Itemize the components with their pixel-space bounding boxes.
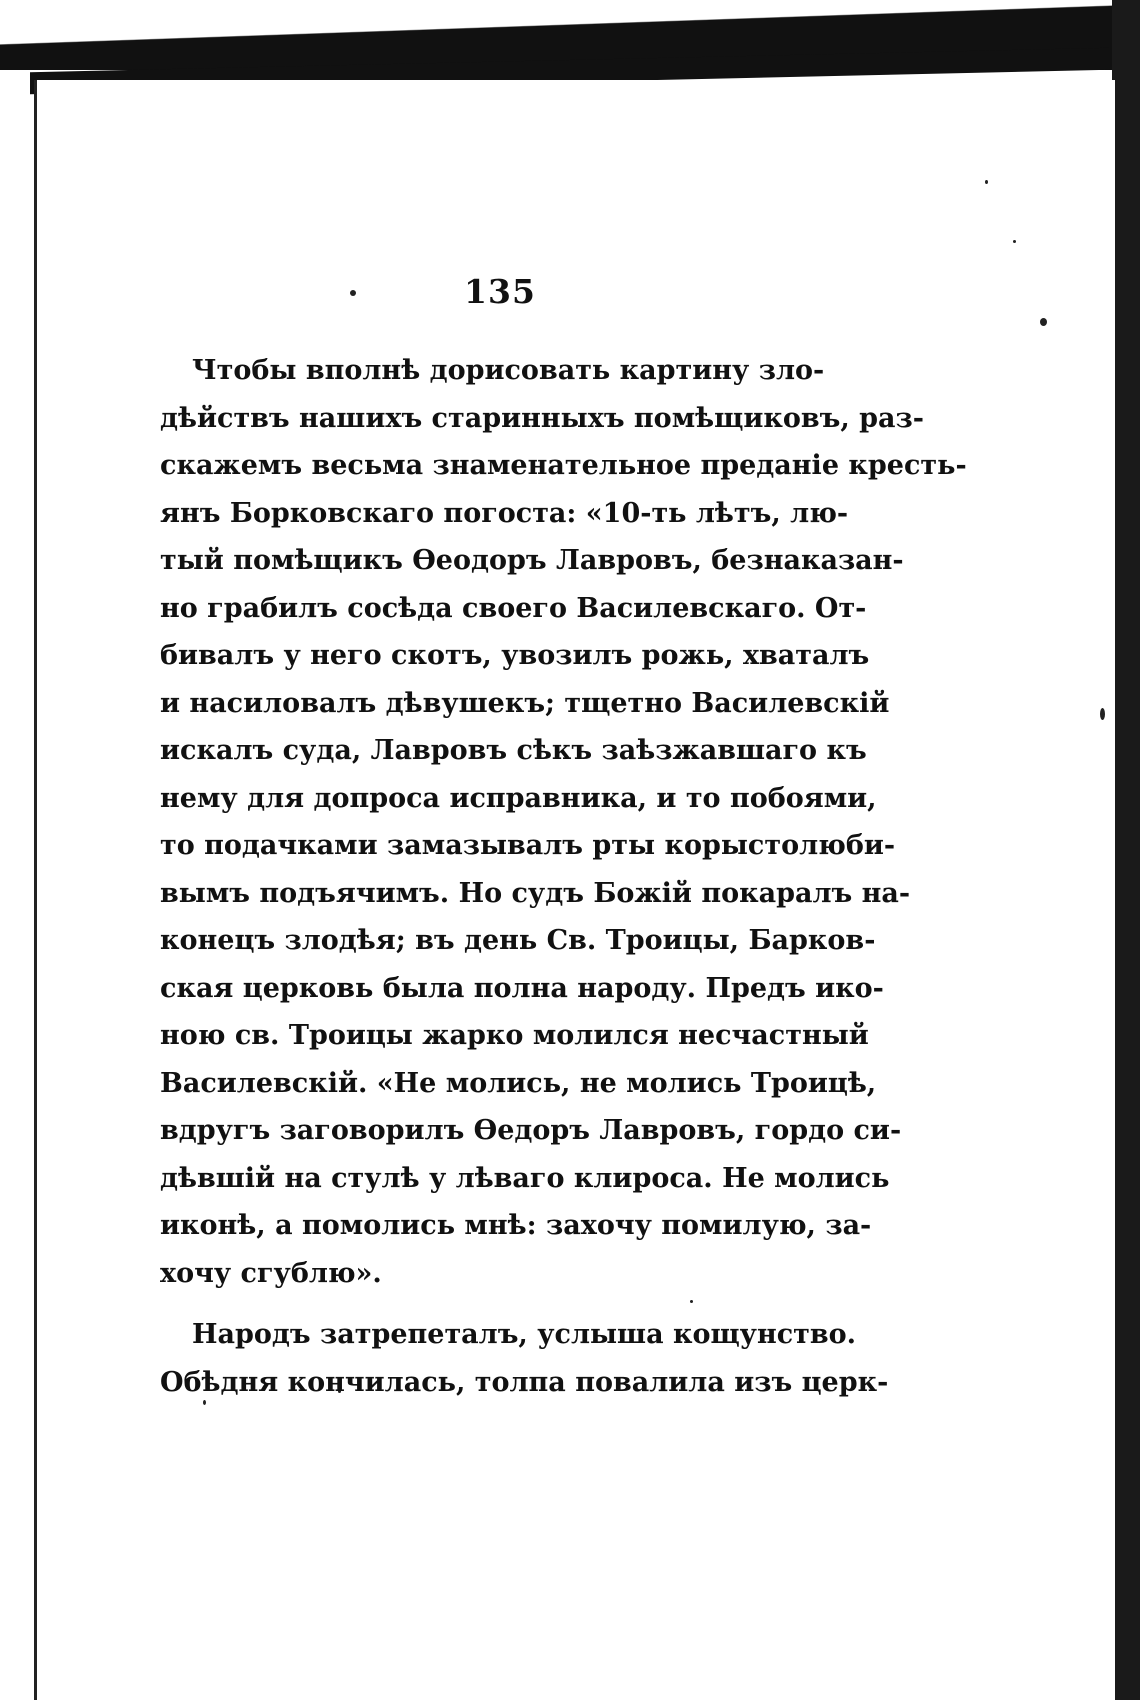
text-line: янъ Борковскаго погоста: «10-ть лѣтъ, лю- bbox=[160, 497, 849, 529]
scan-speck bbox=[1100, 708, 1105, 720]
text-line: то подачками замазывалъ рты корыстолюби- bbox=[160, 830, 896, 861]
text-line: Василевскій. «Не молись, не молись Троицѣ, bbox=[160, 1067, 877, 1099]
text-line: Обѣдня кончилась, толпа повалила изъ церк- bbox=[160, 1366, 889, 1398]
scan-speck bbox=[1013, 240, 1016, 243]
text-line: хочу сгублю». bbox=[160, 1257, 382, 1289]
text-line: ною св. Троицы жарко молился несчастный bbox=[160, 1020, 869, 1051]
scan-speck bbox=[985, 180, 988, 184]
scan-speck bbox=[1040, 318, 1047, 326]
paragraph-1 bbox=[160, 347, 967, 1297]
text-line: иконѣ, а помолись мнѣ: захочу помилую, за- bbox=[160, 1210, 872, 1241]
text-line: конецъ злодѣя; въ день Св. Троицы, Барков- bbox=[160, 925, 876, 956]
text-line: вдругъ заговорилъ Ѳедоръ Лавровъ, гордо си- bbox=[160, 1115, 902, 1146]
text-line: Народъ затрепеталъ, услыша кощунство. bbox=[192, 1319, 857, 1350]
text-line: Чтобы вполнѣ дорисовать картину зло- bbox=[192, 355, 825, 386]
text-line: но грабилъ сосѣда своего Василевскаго. От- bbox=[160, 592, 867, 624]
text-line: бивалъ у него скотъ, увозилъ рожь, хваталъ bbox=[160, 640, 870, 671]
text-line: ская церковь была полна народу. Предъ ико- bbox=[160, 972, 884, 1004]
text-line: нему для допроса исправника, и то побоями, bbox=[160, 782, 877, 814]
page-number: 135 bbox=[464, 272, 536, 311]
text-line: скажемъ весьма знаменательное преданіе кресть- bbox=[160, 450, 967, 481]
text-line: дѣвшій на стулѣ у лѣваго клироса. Не молись bbox=[160, 1162, 890, 1194]
text-line: искалъ суда, Лавровъ сѣкъ заѣзжавшаго къ bbox=[160, 735, 867, 766]
scan-right-edge bbox=[1112, 0, 1140, 1700]
text-line: вымъ подъячимъ. Но судъ Божій покаралъ на- bbox=[160, 877, 911, 909]
text-line: дѣйствъ нашихъ старинныхъ помѣщиковъ, раз- bbox=[160, 402, 924, 434]
text-line: тый помѣщикъ Ѳеодоръ Лавровъ, безнаказан- bbox=[160, 545, 904, 576]
body-text bbox=[160, 347, 967, 1406]
text-line: и насиловалъ дѣвушекъ; тщетно Василевскій bbox=[160, 687, 890, 719]
paragraph-gap bbox=[160, 1297, 820, 1311]
paragraph-2 bbox=[160, 1311, 889, 1406]
